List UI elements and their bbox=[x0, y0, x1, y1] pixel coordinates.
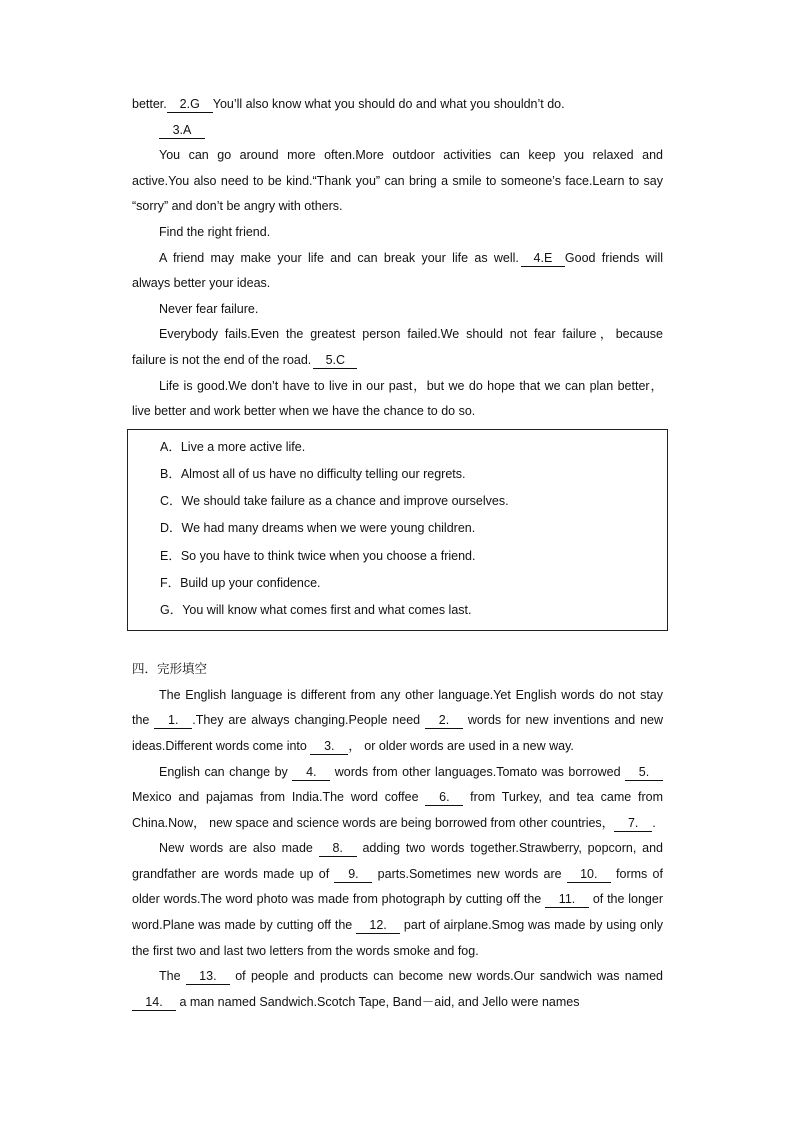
cloze-text: .They are always changing.People need bbox=[192, 713, 425, 728]
reading-line-blank-3 bbox=[132, 118, 663, 144]
paragraph-outdoor: You can go around more often.More outdoor activities can keep you relaxed and active.You also need to be kind.“Thank you” can bring a smile to someone’s face.Learn to say “sorry” and don’t be angry with others. bbox=[132, 148, 663, 214]
cloze-text: English can change by bbox=[159, 764, 293, 779]
cloze-text: The bbox=[159, 969, 186, 984]
text: You’ll also know what you should do and what you shouldn’t do. bbox=[212, 97, 565, 111]
cloze-section bbox=[132, 657, 663, 1015]
cloze-text: The English language is different from any other language.Yet English words do not stay the bbox=[132, 687, 663, 728]
paragraph-failure bbox=[132, 322, 663, 373]
cloze-text: of the longer word.Plane was made by cutting off the bbox=[132, 892, 663, 933]
paragraph-friend bbox=[132, 246, 663, 297]
cloze-blank: 7. bbox=[614, 816, 652, 832]
option-item: E．So you have to think twice when you choose a friend. bbox=[160, 548, 476, 563]
options-box bbox=[127, 429, 668, 631]
cloze-text: adding two words together.Strawberry, popcorn, and grandfather are words made up of bbox=[132, 841, 663, 881]
text: A friend may make your life and can break your life as well. bbox=[159, 250, 519, 265]
option-item: B．Almost all of us have no difficulty telling our regrets. bbox=[160, 466, 466, 481]
cloze-text: from Turkey, and tea came from China.Now， new space and science words are being borrowed from other countries， bbox=[132, 790, 663, 830]
cloze-blank: 2. bbox=[425, 713, 463, 729]
cloze-text: forms of older words.The word photo was made from photograph by cutting off the bbox=[132, 866, 663, 907]
option-item: F．Build up your confidence. bbox=[160, 575, 321, 590]
cloze-blank: 12. bbox=[356, 918, 400, 934]
cloze-blank: 10. bbox=[567, 867, 611, 883]
cloze-blank: 5. bbox=[625, 765, 663, 781]
section-heading: 四．完形填空 bbox=[132, 662, 208, 677]
option-item: G．You will know what comes first and what comes last. bbox=[160, 602, 472, 617]
cloze-text: words for new inventions and new ideas.Different words come into bbox=[132, 713, 663, 753]
cloze-blank: 8. bbox=[319, 841, 357, 857]
paragraph-life: Life is good.We don’t have to live in our past，but we do hope that we can plan better，live better and work better when we have the chance to do so. bbox=[132, 378, 663, 419]
heading-find-friend: Find the right friend. bbox=[159, 224, 271, 239]
heading-never-fear: Never fear failure. bbox=[159, 301, 259, 316]
answer-blank-2: 2.G bbox=[167, 97, 213, 113]
cloze-text: ， or older words are used in a new way. bbox=[348, 738, 574, 753]
cloze-blank: 14. bbox=[132, 995, 176, 1011]
cloze-blank: 4. bbox=[292, 765, 330, 781]
cloze-paragraph bbox=[132, 836, 663, 964]
document-content bbox=[132, 92, 663, 1015]
option-item: D．We had many dreams when we were young children. bbox=[160, 521, 476, 536]
cloze-blank: 1. bbox=[154, 713, 192, 729]
cloze-text: parts.Sometimes new words are bbox=[372, 866, 567, 881]
option-item: C．We should take failure as a chance and improve ourselves. bbox=[160, 494, 509, 509]
cloze-text: part of airplane.Smog was made by using only the first two and last two letters from the words smoke and fog. bbox=[132, 918, 663, 958]
cloze-body bbox=[132, 683, 663, 1016]
cloze-text: a man named Sandwich.Scotch Tape, Band－aid, and Jello were names bbox=[176, 994, 580, 1009]
text: better. bbox=[132, 97, 167, 111]
cloze-blank: 9. bbox=[334, 867, 372, 883]
cloze-blank: 11. bbox=[545, 892, 589, 908]
option-item: A．Live a more active life. bbox=[160, 439, 306, 454]
answer-blank-3: 3.A bbox=[159, 123, 205, 139]
cloze-blank: 6. bbox=[425, 790, 463, 806]
cloze-paragraph bbox=[132, 964, 663, 1015]
cloze-paragraph bbox=[132, 760, 663, 837]
cloze-blank: 13. bbox=[186, 969, 230, 985]
cloze-paragraph bbox=[132, 683, 663, 760]
cloze-text: New words are also made bbox=[159, 841, 319, 856]
cloze-text: of people and products can become new words.Our sandwich was named bbox=[229, 969, 664, 984]
cloze-text: Mexico and pajamas from India.The word coffee bbox=[132, 790, 426, 805]
answer-blank-4: 4.E bbox=[521, 251, 565, 267]
cloze-text: words from other languages.Tomato was borrowed bbox=[330, 764, 625, 779]
reading-line-1 bbox=[132, 92, 663, 118]
cloze-blank: 3. bbox=[310, 739, 348, 755]
answer-blank-5: 5.C bbox=[313, 353, 357, 369]
text: Everybody fails.Even the greatest person failed.We should not fear failure，because failure is not the end of the road. bbox=[132, 327, 663, 367]
cloze-text: . bbox=[652, 815, 656, 830]
text: Good friends will always better your ideas. bbox=[132, 250, 663, 291]
